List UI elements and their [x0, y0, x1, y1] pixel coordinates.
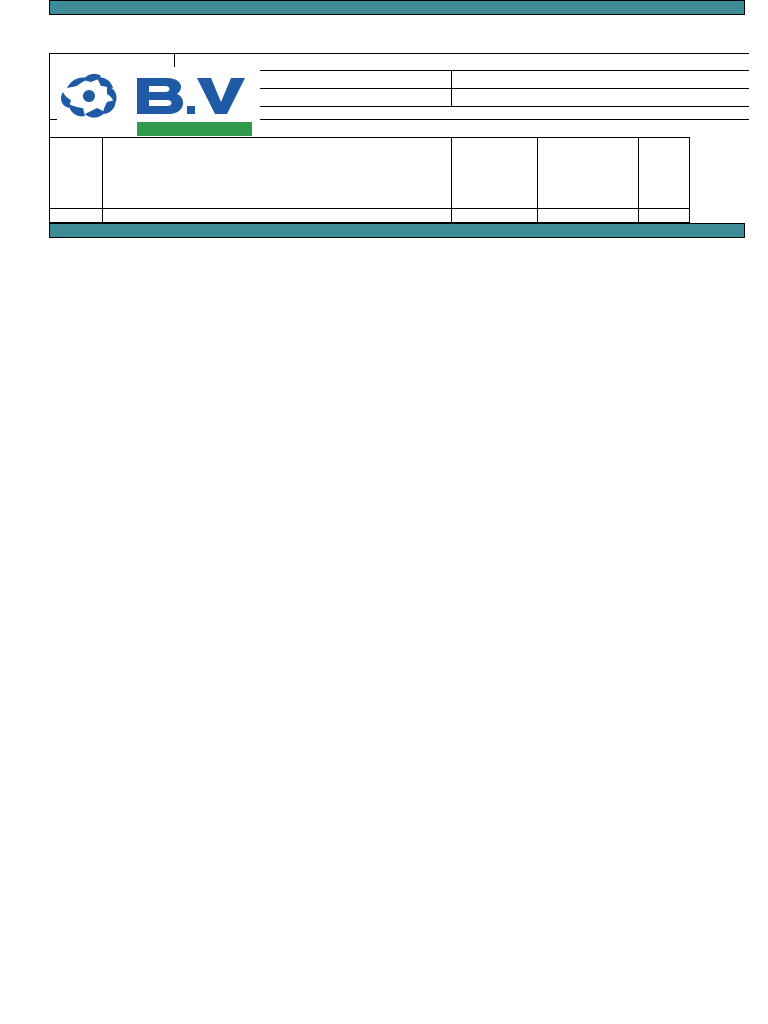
- document-title: [452, 54, 692, 70]
- unit-row-equip: [537, 208, 639, 223]
- document-code: [452, 72, 692, 88]
- unit-row-desc: [102, 208, 452, 223]
- section-band-2: [49, 0, 745, 15]
- col-tag-header: [451, 137, 538, 209]
- col-equipment-header: [537, 137, 639, 209]
- section-title: [452, 121, 692, 137]
- page-number: [452, 90, 692, 106]
- unit-row-item: [49, 208, 103, 223]
- unit-label: [638, 208, 690, 223]
- col-length-header: [638, 137, 690, 209]
- col-item-header: [49, 137, 103, 209]
- document-label: [257, 72, 447, 88]
- col-description-header: [102, 137, 452, 209]
- section-band-1: [49, 223, 745, 238]
- unit-row-tag: [451, 208, 538, 223]
